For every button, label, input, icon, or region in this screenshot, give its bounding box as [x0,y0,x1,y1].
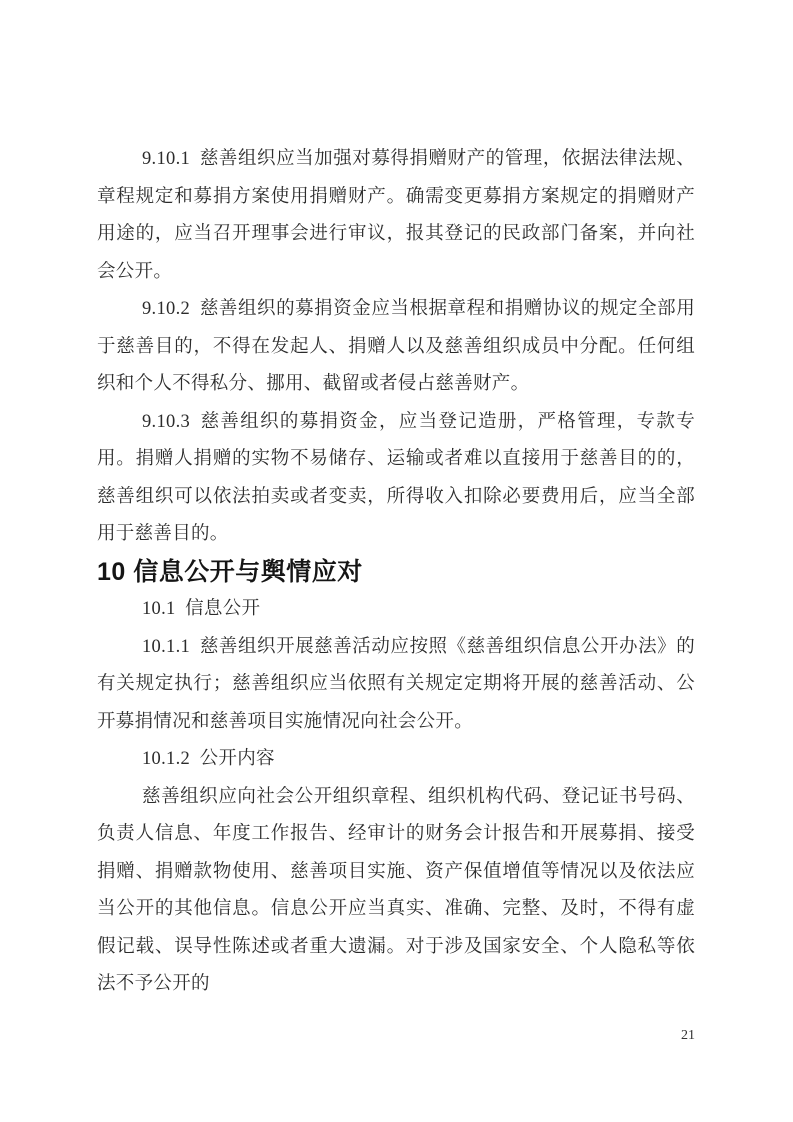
subsection-heading-10-1: 10.1 信息公开 [142,599,261,619]
paragraph-10-1-1: 10.1.1 慈善组织开展慈善活动应按照《慈善组织信息公开办法》的有关规定执行；慈善组织应当依照有关规定定期将开展的慈善活动、公开募捐情况和慈善项目实施情况向社会公开。 [97,636,695,732]
page-number: 21 [681,1028,695,1043]
page-footer [681,1026,695,1046]
paragraph-9-10-1: 9.10.1 慈善组织应当加强对募得捐赠财产的管理，依据法律法规、章程规定和募捐方案使用捐赠财产。确需变更募捐方案规定的捐赠财产用途的，应当召开理事会进行审议，报其登记的民政部门备案，并向社会公开。 [97,149,695,282]
paragraph-9-10-2: 9.10.2 慈善组织的募捐资金应当根据章程和捐赠协议的规定全部用于慈善目的，不得在发起人、捐赠人以及慈善组织成员中分配。任何组织和个人不得私分、挪用、截留或者侵占慈善财产。 [97,299,695,394]
paragraph-9-10-3: 9.10.3 慈善组织的募捐资金，应当登记造册，严格管理，专款专用。捐赠人捐赠的实物不易储存、运输或者难以直接用于慈善目的的，慈善组织可以依法拍卖或者变卖，所得收入扣除必要费用后，应当全部用于慈善目的。 [97,411,695,544]
document-body [97,141,695,1004]
paragraph-disclosure-content: 慈善组织应向社会公开组织章程、组织机构代码、登记证书号码、负责人信息、年度工作报告、经审计的财务会计报告和开展募捐、接受捐赠、捐赠款物使用、慈善项目实施、资产保值增值等情况以及依法应当公开的其他信息。信息公开应当真实、准确、完整、及时，不得有虚假记载、误导性陈述或者重大遗漏。对于涉及国家安全、个人隐私等依法不予公开的 [97,786,695,994]
section-heading-10: 10 信息公开与舆情应对 [97,557,363,586]
subsection-heading-10-1-2: 10.1.2 公开内容 [142,749,275,769]
